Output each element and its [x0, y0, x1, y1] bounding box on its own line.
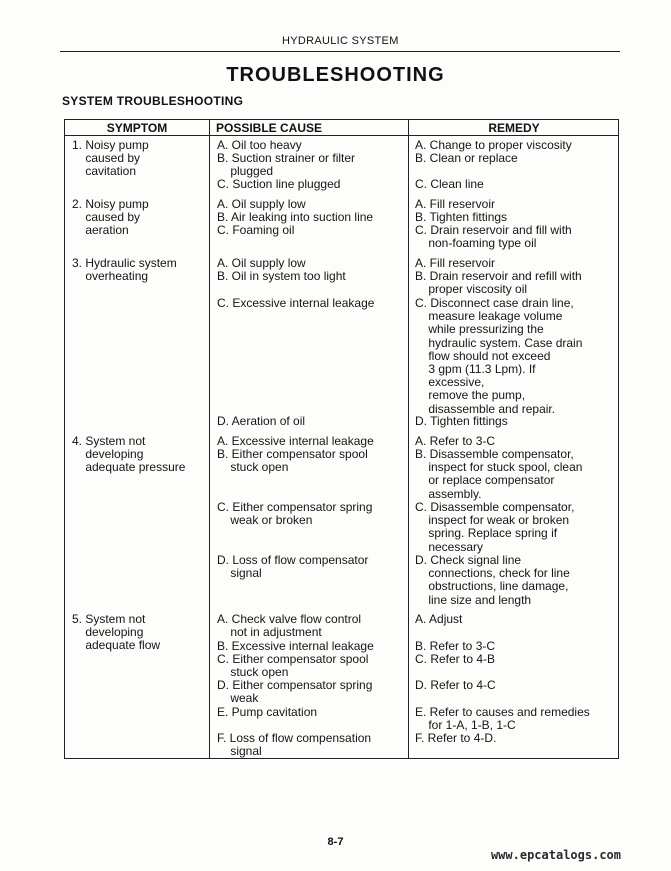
- cause-4-b: B. Either compensator spool stuck open: [217, 447, 368, 475]
- cause-5-a: A. Check valve flow control not in adjustment: [217, 612, 362, 640]
- website-watermark: www.epcatalogs.com: [490, 848, 621, 862]
- cause-3-c: C. Excessive internal leakage: [217, 296, 375, 310]
- cause-3-a: A. Oil supply low: [217, 256, 306, 270]
- remedy-4-a: A. Refer to 3-C: [415, 434, 496, 448]
- cause-5-d: D. Either compensator spring weak: [217, 678, 373, 706]
- remedy-2-b: B. Tighten fittings: [415, 210, 508, 224]
- cause-2-b: B. Air leaking into suction line: [217, 210, 374, 224]
- cause-1-b: B. Suction strainer or filter plugged: [217, 151, 356, 179]
- column-divider-cause-remedy: [408, 119, 409, 759]
- column-header-symptom: SYMPTOM: [106, 121, 168, 135]
- symptom-2: 2. Noisy pump caused by aeration: [72, 197, 149, 238]
- cause-3-d: D. Aeration of oil: [217, 414, 306, 428]
- cause-4-a: A. Excessive internal leakage: [217, 434, 374, 448]
- cause-3-b: B. Oil in system too light: [217, 269, 346, 283]
- column-header-possible-cause: POSSIBLE CAUSE: [216, 121, 323, 135]
- remedy-3-b: B. Drain reservoir and refill with proper viscosity oil: [415, 269, 582, 297]
- symptom-5: 5. System not developing adequate flow: [72, 612, 161, 653]
- cause-4-c: C. Either compensator spring weak or broken: [217, 500, 373, 528]
- remedy-5-a: A. Adjust: [415, 612, 463, 626]
- cause-5-b: B. Excessive internal leakage: [217, 639, 374, 653]
- remedy-5-d: D. Refer to 4-C: [415, 678, 496, 692]
- header-rule: [60, 51, 620, 52]
- remedy-3-d: D. Tighten fittings: [415, 414, 508, 428]
- remedy-5-e: E. Refer to causes and remedies for 1-A, 1-B, 1-C: [415, 705, 590, 733]
- remedy-2-c: C. Drain reservoir and fill with non-foaming type oil: [415, 223, 572, 251]
- cause-2-c: C. Foaming oil: [217, 223, 295, 237]
- remedy-1-b: B. Clean or replace: [415, 151, 518, 165]
- remedy-5-c: C. Refer to 4-B: [415, 652, 496, 666]
- cause-5-e: E. Pump cavitation: [217, 705, 318, 719]
- symptom-4: 4. System not developing adequate pressure: [72, 434, 186, 475]
- remedy-3-a: A. Fill reservoir: [415, 256, 496, 270]
- remedy-1-a: A. Change to proper viscosity: [415, 138, 572, 152]
- running-header: HYDRAULIC SYSTEM: [282, 35, 399, 47]
- page-title: TROUBLESHOOTING: [226, 64, 445, 86]
- remedy-3-c: C. Disconnect case drain line, measure leakage volume while pressurizing the hydraulic system. Case drain flow should not exceed 3 gpm (11.3 Lpm). If excessive, remove the pump, disassemble and repair.: [415, 296, 583, 416]
- cause-1-c: C. Suction line plugged: [217, 177, 341, 191]
- remedy-1-c: C. Clean line: [415, 177, 484, 191]
- cause-1-a: A. Oil too heavy: [217, 138, 302, 152]
- column-divider-symptom-cause: [209, 119, 210, 759]
- remedy-5-b: B. Refer to 3-C: [415, 639, 496, 653]
- section-title: SYSTEM TROUBLESHOOTING: [62, 94, 244, 108]
- cause-5-f: F. Loss of flow compensation signal: [217, 731, 372, 759]
- remedy-5-f: F. Refer to 4-D.: [415, 731, 497, 745]
- remedy-4-b: B. Disassemble compensator, inspect for stuck spool, clean or replace compensator assembly.: [415, 447, 583, 501]
- symptom-1: 1. Noisy pump caused by cavitation: [72, 138, 149, 179]
- remedy-2-a: A. Fill reservoir: [415, 197, 496, 211]
- symptom-3: 3. Hydraulic system overheating: [72, 256, 177, 284]
- cause-5-c: C. Either compensator spool stuck open: [217, 652, 369, 680]
- column-header-remedy: REMEDY: [488, 121, 540, 135]
- header-row-rule: [64, 135, 619, 136]
- page-number: 8-7: [327, 836, 344, 848]
- remedy-4-d: D. Check signal line connections, check for line obstructions, line damage, line size and length: [415, 553, 570, 607]
- remedy-4-c: C. Disassemble compensator, inspect for weak or broken spring. Replace spring if necessary: [415, 500, 575, 554]
- cause-2-a: A. Oil supply low: [217, 197, 306, 211]
- cause-4-d: D. Loss of flow compensator signal: [217, 553, 369, 581]
